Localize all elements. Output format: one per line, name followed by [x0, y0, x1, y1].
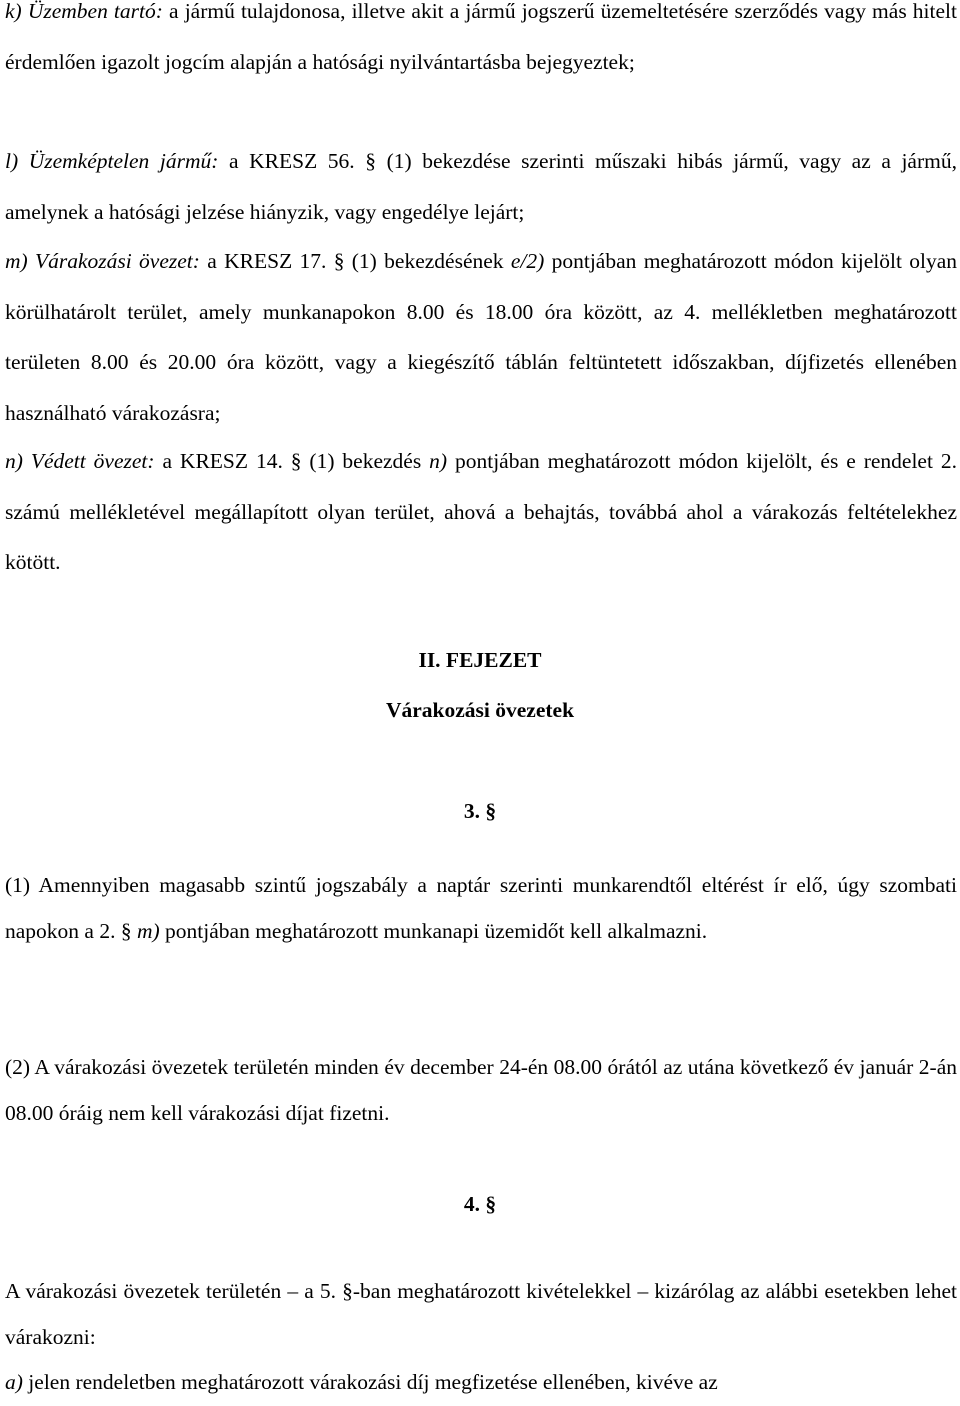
section-3-paragraph-2: (2) A várakozási övezetek területén minden év december 24-én 08.00 órától az utána következő év január 2-án 08.00 óráig nem kell várakozási díjat fizetni.: [5, 1055, 957, 1125]
paragraph-text: (1) Amennyiben magasabb szintű jogszabály a naptár szerinti munkarendtől eltérést ír elő, úgy szombati napokon a 2. §: [5, 873, 957, 943]
definition-ref: n): [429, 449, 448, 473]
section-4-paragraph-1: A várakozási övezetek területén – a 5. §-ban meghatározott kivételekkel – kizárólag az alábbi esetekben lehet várakozni:: [5, 1279, 957, 1349]
definition-text: a KRESZ 56. § (1) bekezdése szerinti műszaki hibás jármű, vagy az a jármű, amelynek a hatósági jelzése hiányzik, vagy engedélye lejárt;: [5, 149, 957, 224]
definition-text: a KRESZ 14. § (1) bekezdés: [154, 449, 430, 473]
item-text: jelen rendeletben meghatározott várakozási díj megfizetése ellenében, kivéve az: [22, 1370, 718, 1394]
definition-l: [5, 136, 957, 237]
section-3-heading: 3. §: [463, 799, 497, 823]
definition-text: pontjában meghatározott módon kijelölt olyan körülhatárolt terület, amely munkanapokon 8.00 és 18.00 óra között, az 4. mellékletben meghatározott területen 8.00 és 20.00 óra között, vagy a kiegészítő táblán feltüntetett időszakban, díjfizetés ellenében használható várakozásra;: [5, 249, 957, 425]
item-label: a): [5, 1370, 23, 1394]
paragraph-text: pontjában meghatározott munkanapi üzemidőt kell alkalmazni.: [159, 918, 708, 943]
definition-ref: e/2): [510, 249, 545, 273]
paragraph-ref: m): [136, 918, 160, 943]
section-4-item-a: [5, 1360, 957, 1406]
definition-label: n) Védett övezet:: [5, 449, 155, 473]
chapter-number: II. FEJEZET: [418, 648, 542, 672]
definition-m: [5, 236, 957, 438]
definition-n: [5, 436, 957, 588]
definition-text: a jármű tulajdonosa, illetve akit a jármű jogszerű üzemeltetésére szerződés vagy más hitelt érdemlően igazolt jogcím alapján a hatósági nyilvántartásba bejegyeztek;: [5, 0, 957, 74]
definition-label: m) Várakozási övezet:: [5, 249, 200, 273]
definition-text: pontjában meghatározott módon kijelölt, és e rendelet 2. számú mellékletével megállapított olyan terület, ahová a behajtás, továbbá ahol a várakozás feltételekhez kötött.: [5, 449, 957, 574]
definition-label: k) Üzemben tartó:: [5, 0, 163, 23]
section-3-paragraph-1: [5, 863, 957, 954]
definition-text: a KRESZ 17. § (1) bekezdésének: [199, 249, 511, 273]
definition-label: l) Üzemképtelen jármű:: [5, 149, 219, 173]
definition-k: [5, 0, 957, 87]
chapter-title: Várakozási övezetek: [385, 698, 575, 722]
section-4-heading: 4. §: [463, 1192, 497, 1216]
